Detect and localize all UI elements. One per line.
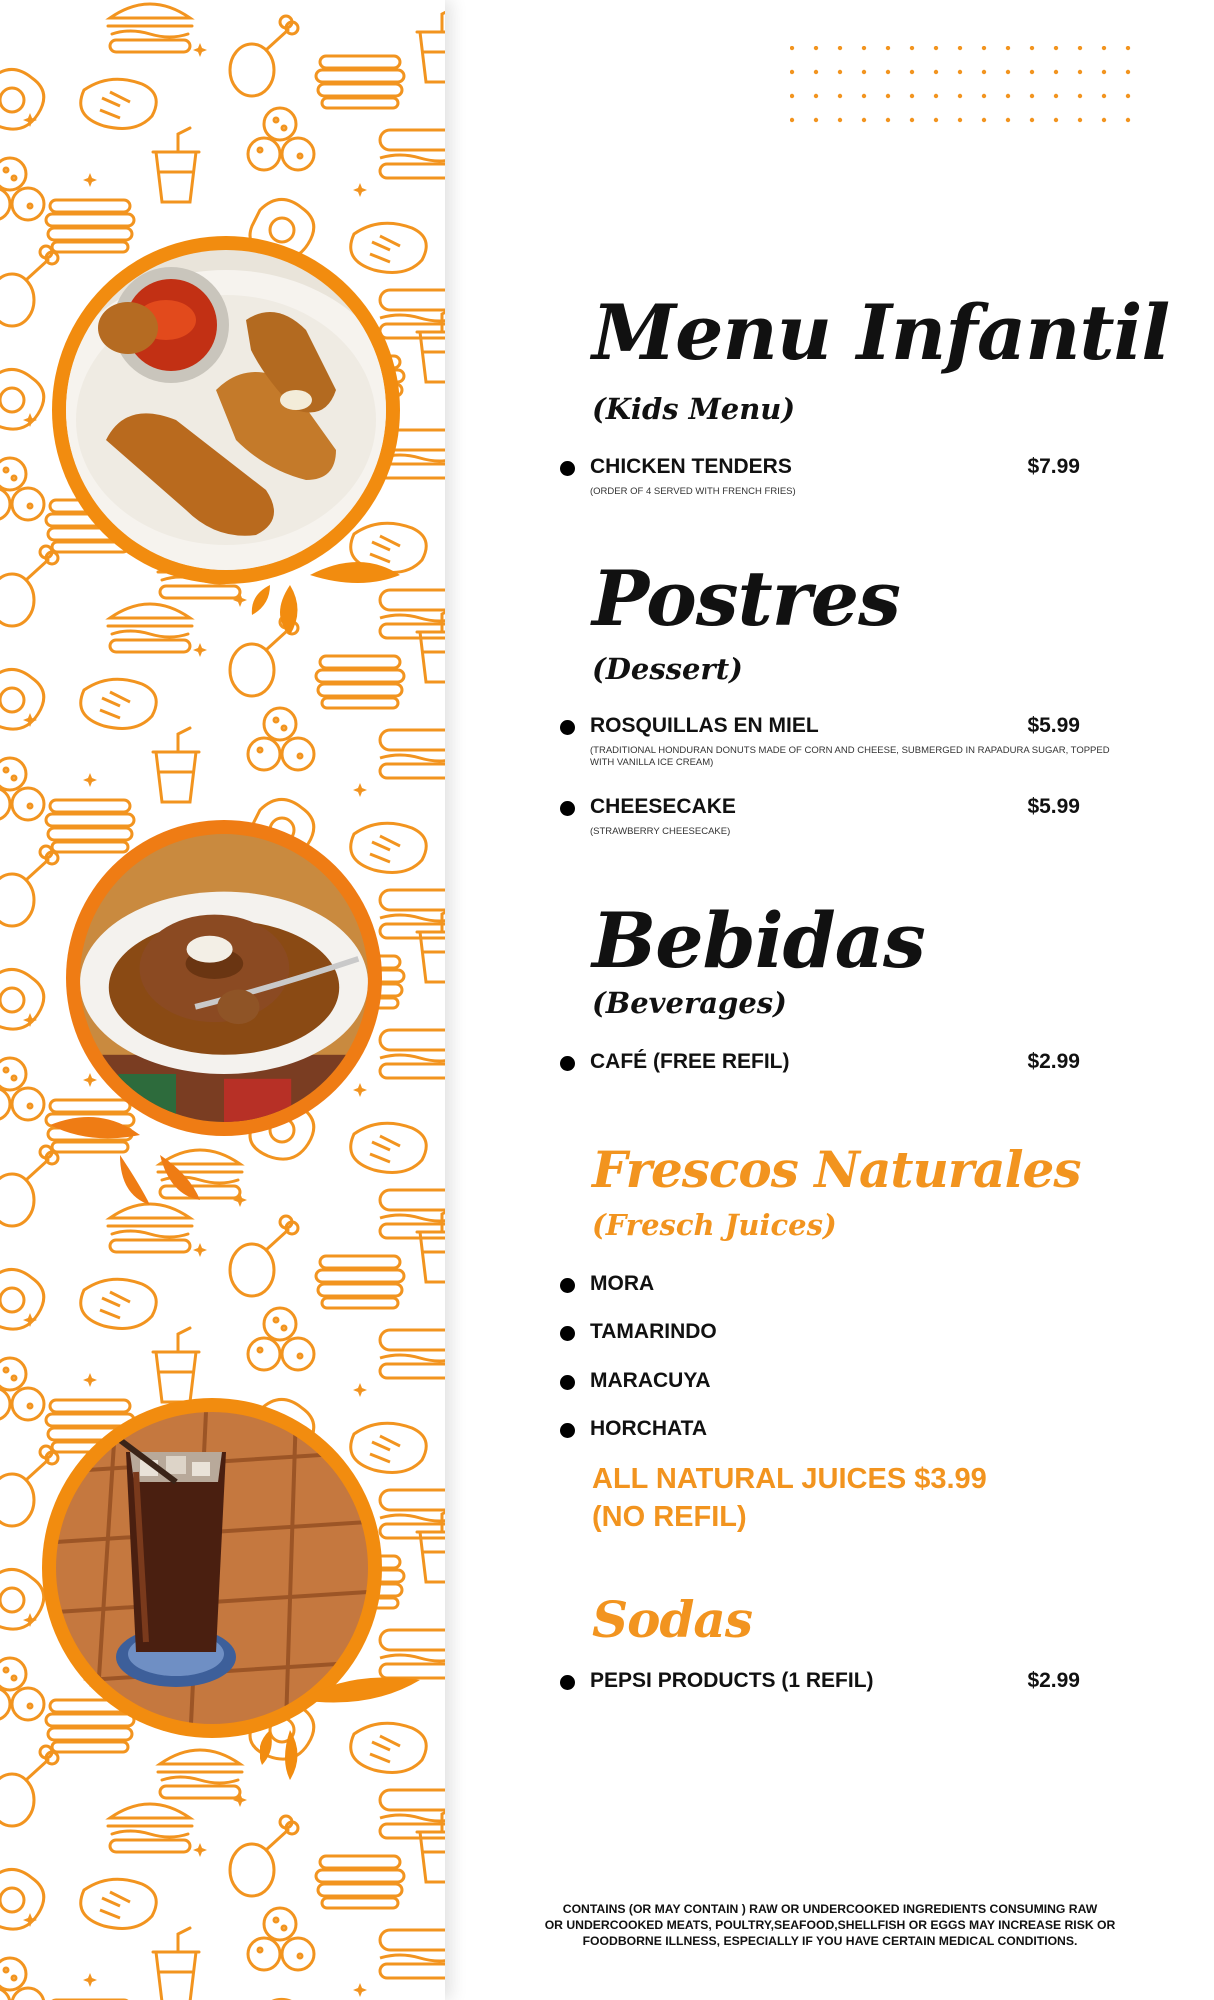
item-price: $5.99 xyxy=(1027,795,1080,818)
bullet-icon xyxy=(560,1375,575,1390)
item-name: CHICKEN TENDERS xyxy=(590,455,792,478)
item-description: (ORDER OF 4 SERVED WITH FRENCH FRIES) xyxy=(590,486,796,497)
section-title-juices: Frescos Naturales xyxy=(592,1140,1081,1199)
orange-leaf-ornament xyxy=(40,1105,220,1205)
item-description: (STRAWBERRY CHEESECAKE) xyxy=(590,826,731,837)
section-title-beverages: Bebidas xyxy=(592,896,925,985)
section-subtitle-juices: (Fresch Juices) xyxy=(592,1208,837,1242)
orange-leaf-ornament xyxy=(250,555,410,645)
bullet-icon xyxy=(560,720,575,735)
bullet-icon xyxy=(560,801,575,816)
section-subtitle-dessert: (Dessert) xyxy=(592,652,743,686)
item-price: $7.99 xyxy=(1027,455,1080,478)
item-name: CAFÉ (FREE REFIL) xyxy=(590,1050,790,1073)
disclaimer-line: FOODBORNE ILLNESS, ESPECIALLY IF YOU HAVE CERTAIN MEDICAL CONDITIONS. xyxy=(582,1934,1078,1948)
item-name: MORA xyxy=(590,1272,655,1295)
bullet-icon xyxy=(560,461,575,476)
bullet-icon xyxy=(560,1056,575,1071)
section-subtitle-kids: (Kids Menu) xyxy=(592,392,796,426)
item-description: (TRADITIONAL HONDURAN DONUTS MADE OF CORN AND CHEESE, SUBMERGED IN RAPADURA SUGAR, TOPPED WITH VANILLA ICE CREAM) xyxy=(590,745,1110,768)
juices-price-note xyxy=(592,1460,987,1536)
item-name: HORCHATA xyxy=(590,1417,708,1440)
bullet-icon xyxy=(560,1423,575,1438)
item-name: TAMARINDO xyxy=(590,1320,717,1343)
orange-leaf-ornament xyxy=(260,1670,430,1780)
bullet-icon xyxy=(560,1675,575,1690)
item-name: PEPSI PRODUCTS (1 REFIL) xyxy=(590,1669,874,1692)
juices-price-line: ALL NATURAL JUICES $3.99 xyxy=(592,1463,987,1495)
bullet-icon xyxy=(560,1278,575,1293)
juices-refill-line: (NO REFIL) xyxy=(592,1501,747,1533)
section-title-sodas: Sodas xyxy=(592,1590,752,1649)
item-name: MARACUYA xyxy=(590,1369,711,1392)
disclaimer-line: CONTAINS (OR MAY CONTAIN ) RAW OR UNDERCOOKED INGREDIENTS CONSUMING RAW xyxy=(562,1902,1098,1916)
section-subtitle-beverages: (Beverages) xyxy=(592,986,787,1020)
dot-grid-decoration xyxy=(790,46,1140,126)
bullet-icon xyxy=(560,1326,575,1341)
item-name: CHEESECAKE xyxy=(590,795,736,818)
decorative-food-strip xyxy=(0,0,445,2000)
disclaimer-line: OR UNDERCOOKED MEATS, POULTRY,SEAFOOD,SHELLFISH OR EGGS MAY INCREASE RISK OR xyxy=(544,1918,1116,1932)
section-title-dessert: Postres xyxy=(592,554,900,643)
item-price: $5.99 xyxy=(1027,714,1080,737)
section-title-kids: Menu Infantil xyxy=(592,288,1170,377)
item-price: $2.99 xyxy=(1027,1050,1080,1073)
rosquilla-photo xyxy=(66,820,382,1136)
chicken-tenders-photo xyxy=(52,236,400,584)
item-name: ROSQUILLAS EN MIEL xyxy=(590,714,819,737)
item-price: $2.99 xyxy=(1027,1669,1080,1692)
food-safety-disclaimer xyxy=(520,1901,1140,1949)
